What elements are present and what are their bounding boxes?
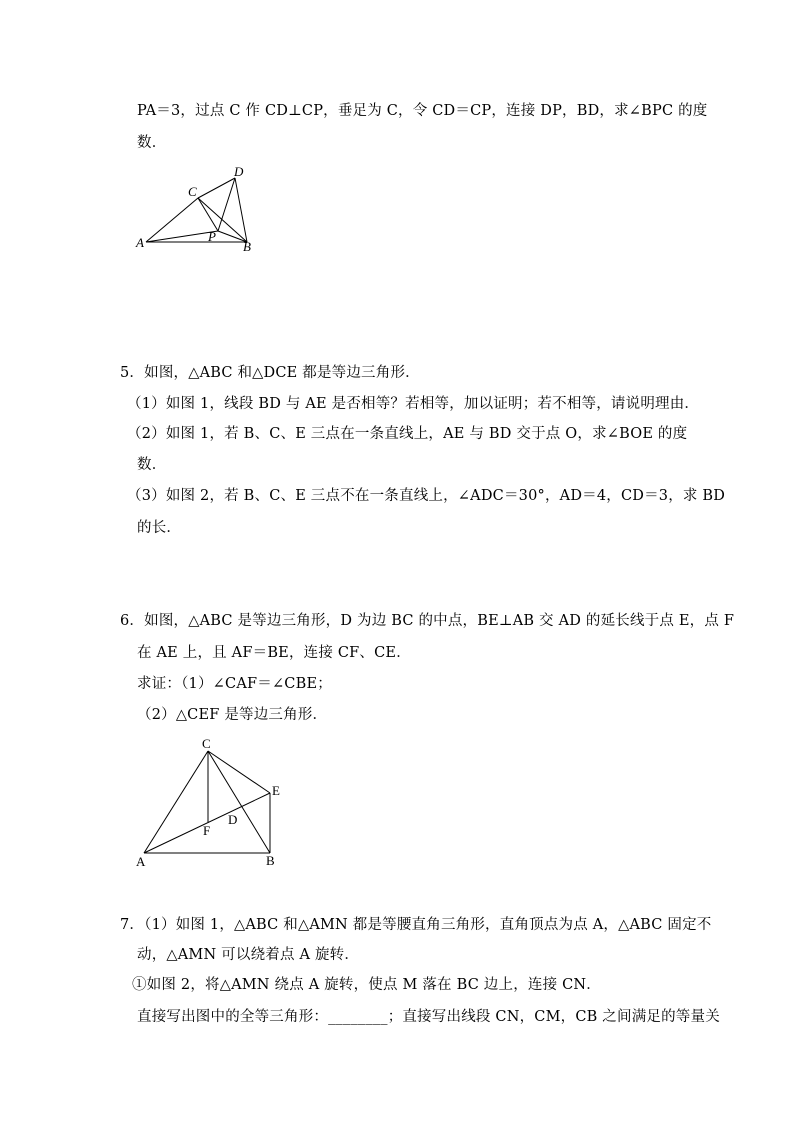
q5-text-line-2: （1）如图 1，线段 BD 与 AE 是否相等？若相等，加以证明；若不相等，请说明理由．	[127, 396, 700, 412]
label-p: P	[208, 229, 216, 244]
label-a: A	[136, 235, 144, 250]
q5-text-line-1: 5．如图，△ABC 和△DCE 都是等边三角形．	[120, 365, 420, 381]
label-a: A	[136, 854, 146, 869]
q7-text-line-3: ①如图 2，将△AMN 绕点 A 旋转，使点 M 落在 BC 边上，连接 CN．	[132, 977, 601, 993]
q4-text-line-1: PA＝3，过点 C 作 CD⊥CP，垂足为 C，令 CD＝CP，连接 DP，BD，求∠BPC 的度	[137, 103, 708, 119]
segment-ce	[208, 751, 270, 793]
label-d: D	[228, 812, 238, 827]
q6-figure	[130, 735, 300, 875]
label-f: F	[203, 823, 211, 838]
q5-text-line-3: （2）如图 1，若 B、C、E 三点在一条直线上，AE 与 BD 交于点 O，求∠BOE 的度	[127, 426, 688, 442]
label-b: B	[243, 239, 251, 254]
q7-text-line-1: 7．（1）如图 1，△ABC 和△AMN 都是等腰直角三角形，直角顶点为点 A，△ABC 固定不	[120, 917, 712, 933]
q6-text-line-1: 6．如图，△ABC 是等边三角形，D 为边 BC 的中点，BE⊥AB 交 AD 的延长线于点 E，点 F	[120, 613, 735, 629]
segment-cp	[198, 198, 218, 231]
q6-text-line-3: 求证：（1）∠CAF＝∠CBE；	[137, 676, 332, 692]
q4-text-line-2: 数．	[137, 135, 167, 151]
q5-text-line-4: 数．	[137, 457, 167, 473]
segment-cb	[208, 751, 270, 853]
q6-text-line-2: 在 AE 上，且 AF＝BE，连接 CF、CE．	[137, 645, 411, 661]
q7-text-line-2: 动，△AMN 可以绕着点 A 旋转．	[137, 947, 360, 963]
label-d: D	[234, 164, 244, 179]
q6-text-line-4: （2）△CEF 是等边三角形．	[137, 707, 328, 723]
q7-text-line-4: 直接写出图中的全等三角形：________；直接写出线段 CN，CM，CB 之间满足的等量关	[137, 1009, 720, 1025]
q5-text-line-6: 的长．	[137, 520, 182, 536]
q5-text-line-5: （3）如图 2，若 B、C、E 三点不在一条直线上，∠ADC＝30°，AD＝4，CD＝3，求 BD	[127, 488, 726, 504]
q4-figure	[130, 160, 270, 260]
label-b: B	[266, 853, 275, 868]
label-e: E	[272, 783, 280, 798]
label-c: C	[202, 736, 211, 751]
label-c: C	[188, 184, 197, 199]
